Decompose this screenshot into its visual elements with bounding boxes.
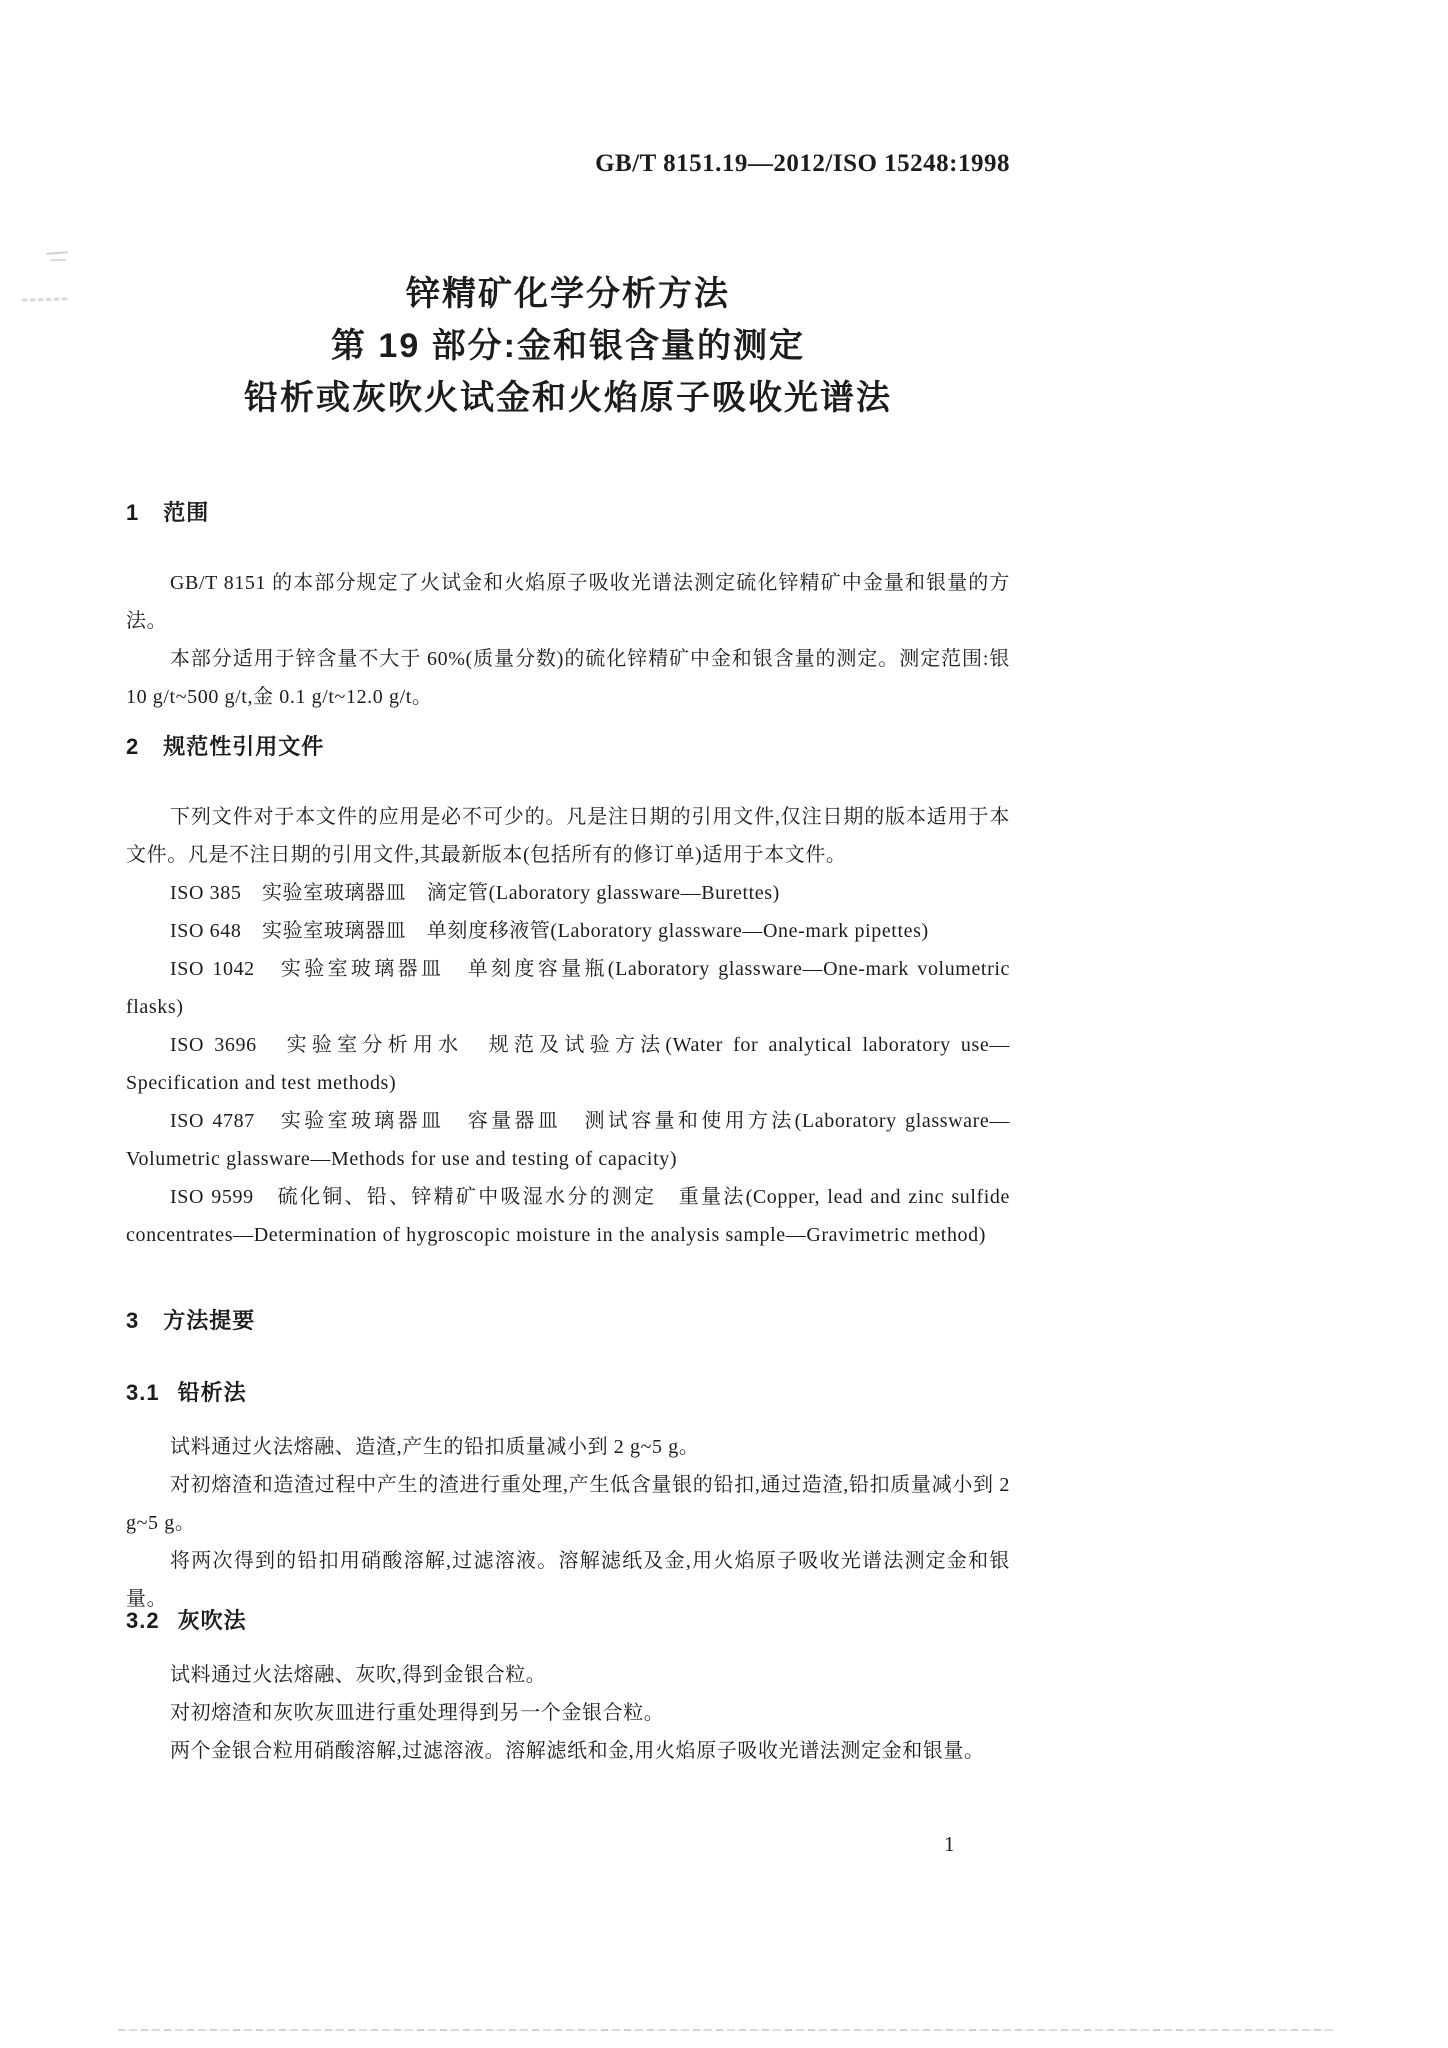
scan-artifact-line	[118, 2029, 1334, 2031]
reference-item: ISO 4787 实验室玻璃器皿 容量器皿 测试容量和使用方法(Laboratory glassware—Volumetric glassware—Methods for use and testing of capacity)	[126, 1110, 1010, 1170]
scope-paragraphs	[126, 564, 1010, 716]
paragraph: 本部分适用于锌含量不大于 60%(质量分数)的硫化锌精矿中金和银含量的测定。测定范围:银 10 g/t~500 g/t,金 0.1 g/t~12.0 g/t。	[126, 648, 1010, 708]
reference-item: ISO 385 实验室玻璃器皿 滴定管(Laboratory glassware—Burettes)	[170, 882, 780, 904]
section-normative-references	[126, 732, 1010, 762]
document-title-line-3: 铅析或灰吹火试金和火焰原子吸收光谱法	[244, 379, 892, 417]
reference-item: ISO 648 实验室玻璃器皿 单刻度移液管(Laboratory glassware—One-mark pipettes)	[170, 920, 929, 942]
document-title	[126, 268, 1010, 424]
section-heading-text: 范围	[163, 500, 210, 525]
subsection-heading	[126, 1606, 1010, 1636]
paragraph: 两个金银合粒用硝酸溶解,过滤溶液。溶解滤纸和金,用火焰原子吸收光谱法测定金和银量。	[170, 1740, 985, 1762]
reference-item: ISO 9599 硫化铜、铅、锌精矿中吸湿水分的测定 重量法(Copper, lead and zinc sulfide concentrates—Determination of hygroscopic moisture in the analysis sample—Gravimetric method)	[126, 1186, 1010, 1246]
subsection-number: 3.1	[126, 1380, 160, 1405]
section-heading	[126, 1306, 1010, 1336]
paragraph: 对初熔渣和灰吹灰皿进行重处理得到另一个金银合粒。	[170, 1702, 665, 1724]
section-heading	[126, 498, 1010, 528]
cupellation-method-paragraphs	[126, 1656, 1010, 1770]
paragraph: 将两次得到的铅扣用硝酸溶解,过滤溶液。溶解滤纸及金,用火焰原子吸收光谱法测定金和银量。	[126, 1550, 1010, 1610]
scan-smudge	[22, 297, 70, 302]
section-method-summary	[126, 1306, 1010, 1336]
lead-method-paragraphs	[126, 1428, 1010, 1618]
subsection-lead-method	[126, 1378, 1010, 1408]
subsection-heading-text: 铅析法	[177, 1380, 247, 1405]
paragraph: 对初熔渣和造渣过程中产生的渣进行重处理,产生低含量银的铅扣,通过造渣,铅扣质量减小到 2 g~5 g。	[126, 1474, 1010, 1534]
section-scope	[126, 498, 1010, 528]
section-number: 2	[126, 734, 140, 759]
paragraph: 试料通过火法熔融、灰吹,得到金银合粒。	[170, 1664, 547, 1686]
reference-item: ISO 3696 实验室分析用水 规范及试验方法(Water for analytical laboratory use—Specification and test methods)	[126, 1034, 1010, 1094]
page-number: 1	[944, 1832, 955, 1856]
section-number: 3	[126, 1308, 140, 1333]
subsection-heading	[126, 1378, 1010, 1408]
normative-intro	[126, 798, 1010, 874]
scan-smudge	[46, 251, 68, 255]
paragraph: GB/T 8151 的本部分规定了火试金和火焰原子吸收光谱法测定硫化锌精矿中金量和银量的方法。	[126, 572, 1010, 632]
subsection-number: 3.2	[126, 1608, 160, 1633]
paragraph: 下列文件对于本文件的应用是必不可少的。凡是注日期的引用文件,仅注日期的版本适用于本文件。凡是不注日期的引用文件,其最新版本(包括所有的修订单)适用于本文件。	[126, 806, 1010, 866]
section-heading-text: 规范性引用文件	[163, 734, 325, 759]
scan-smudge	[50, 259, 66, 262]
subsection-cupellation-method	[126, 1606, 1010, 1636]
section-heading	[126, 732, 1010, 762]
document-title-line-2: 第 19 部分:金和银含量的测定	[330, 327, 806, 365]
section-heading-text: 方法提要	[163, 1308, 256, 1333]
section-number: 1	[126, 500, 140, 525]
paragraph: 试料通过火法熔融、造渣,产生的铅扣质量减小到 2 g~5 g。	[170, 1436, 700, 1458]
standard-code: GB/T 8151.19—2012/ISO 15248:1998	[595, 150, 1010, 177]
subsection-heading-text: 灰吹法	[177, 1608, 247, 1633]
reference-list	[126, 874, 1010, 1254]
document-title-line-1: 锌精矿化学分析方法	[406, 275, 730, 313]
reference-item: ISO 1042 实验室玻璃器皿 单刻度容量瓶(Laboratory glassware—One-mark volumetric flasks)	[126, 958, 1010, 1018]
